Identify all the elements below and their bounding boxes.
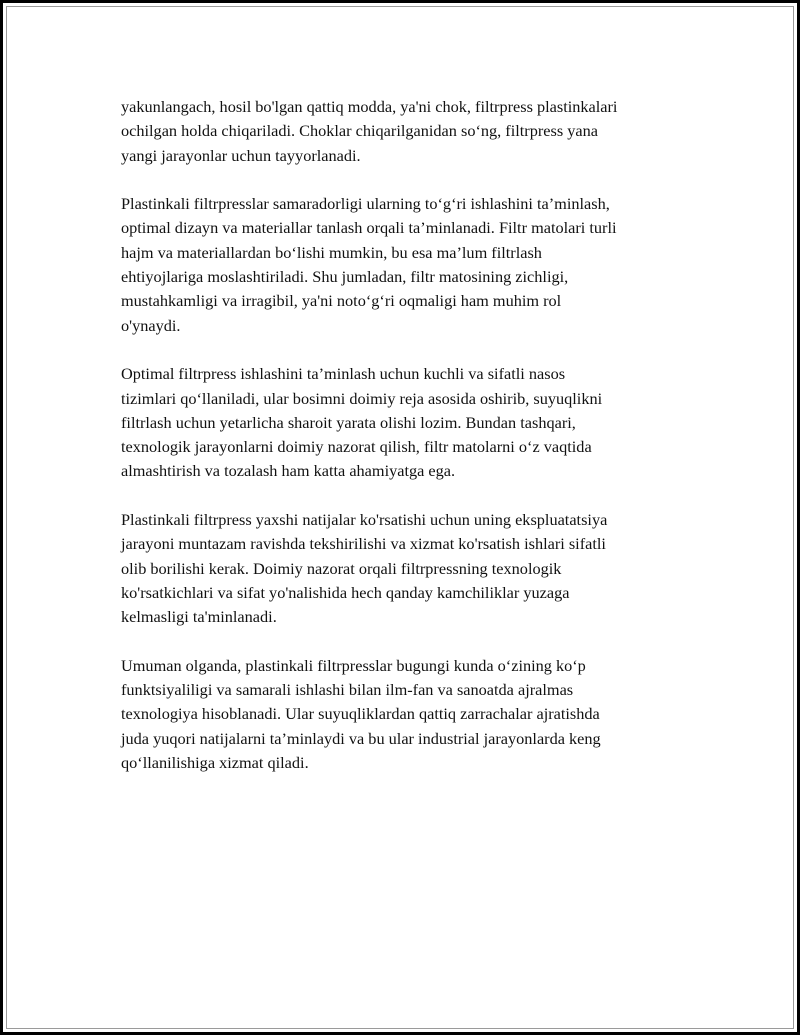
paragraph-2: Plastinkali filtrpresslar samaradorligi ularning to‘g‘ri ishlashini ta’minlash, optimal dizayn va materiallar tanlash orqali ta’minlanadi. Filtr matolari turli hajm va materiallardan bo‘lishi mumkin, bu esa ma’lum filtrlash ehtiyojlariga moslashtiriladi. Shu jumladan, filtr matosining zichligi, mustahkamligi va irragibil, ya'ni noto‘g‘ri oqmaligi ham muhim rol o'ynaydi.: [121, 194, 617, 335]
paragraph-1: yakunlangach, hosil bo'lgan qattiq modda, ya'ni chok, filtrpress plastinkalari ochilgan holda chiqariladi. Choklar chiqarilganidan so‘ng, filtrpress yana yangi jarayonlar uchun tayyorlanadi.: [121, 97, 618, 165]
document-body: [121, 95, 701, 800]
paragraph-3: Optimal filtrpress ishlashini ta’minlash uchun kuchli va sifatli nasos tizimlari qo‘llaniladi, ular bosimni doimiy reja asosida oshirib, suyuqlikni filtrlash uchun yetarlicha sharoit yarata olishi lozim. Bundan tashqari, texnologik jarayonlarni doimiy nazorat qilish, filtr matolarni o‘z vaqtida almashtirish va tozalash ham katta ahamiyatga ega.: [121, 364, 603, 481]
paragraph-5: Umuman olganda, plastinkali filtrpresslar bugungi kunda o‘zining ko‘p funktsiyaliligi va samarali ishlashi bilan ilm-fan va sanoatda ajralmas texnologiya hisoblanadi. Ular suyuqliklardan qattiq zarrachalar ajratishda juda yuqori natijalarni ta’minlaydi va bu ular industrial jarayonlarda keng qo‘llanilishiga xizmat qiladi.: [121, 655, 601, 773]
paragraph-4: Plastinkali filtrpress yaxshi natijalar ko'rsatishi uchun uning ekspluatatsiya jarayoni muntazam ravishda tekshirilishi va xizmat ko'rsatish ishlari sifatli olib borilishi kerak. Doimiy nazorat orqali filtrpressning texnologik ko'rsatkichlari va sifat yo'nalishida hech qanday kamchiliklar yuzaga kelmasligi ta'minlanadi.: [121, 510, 608, 627]
